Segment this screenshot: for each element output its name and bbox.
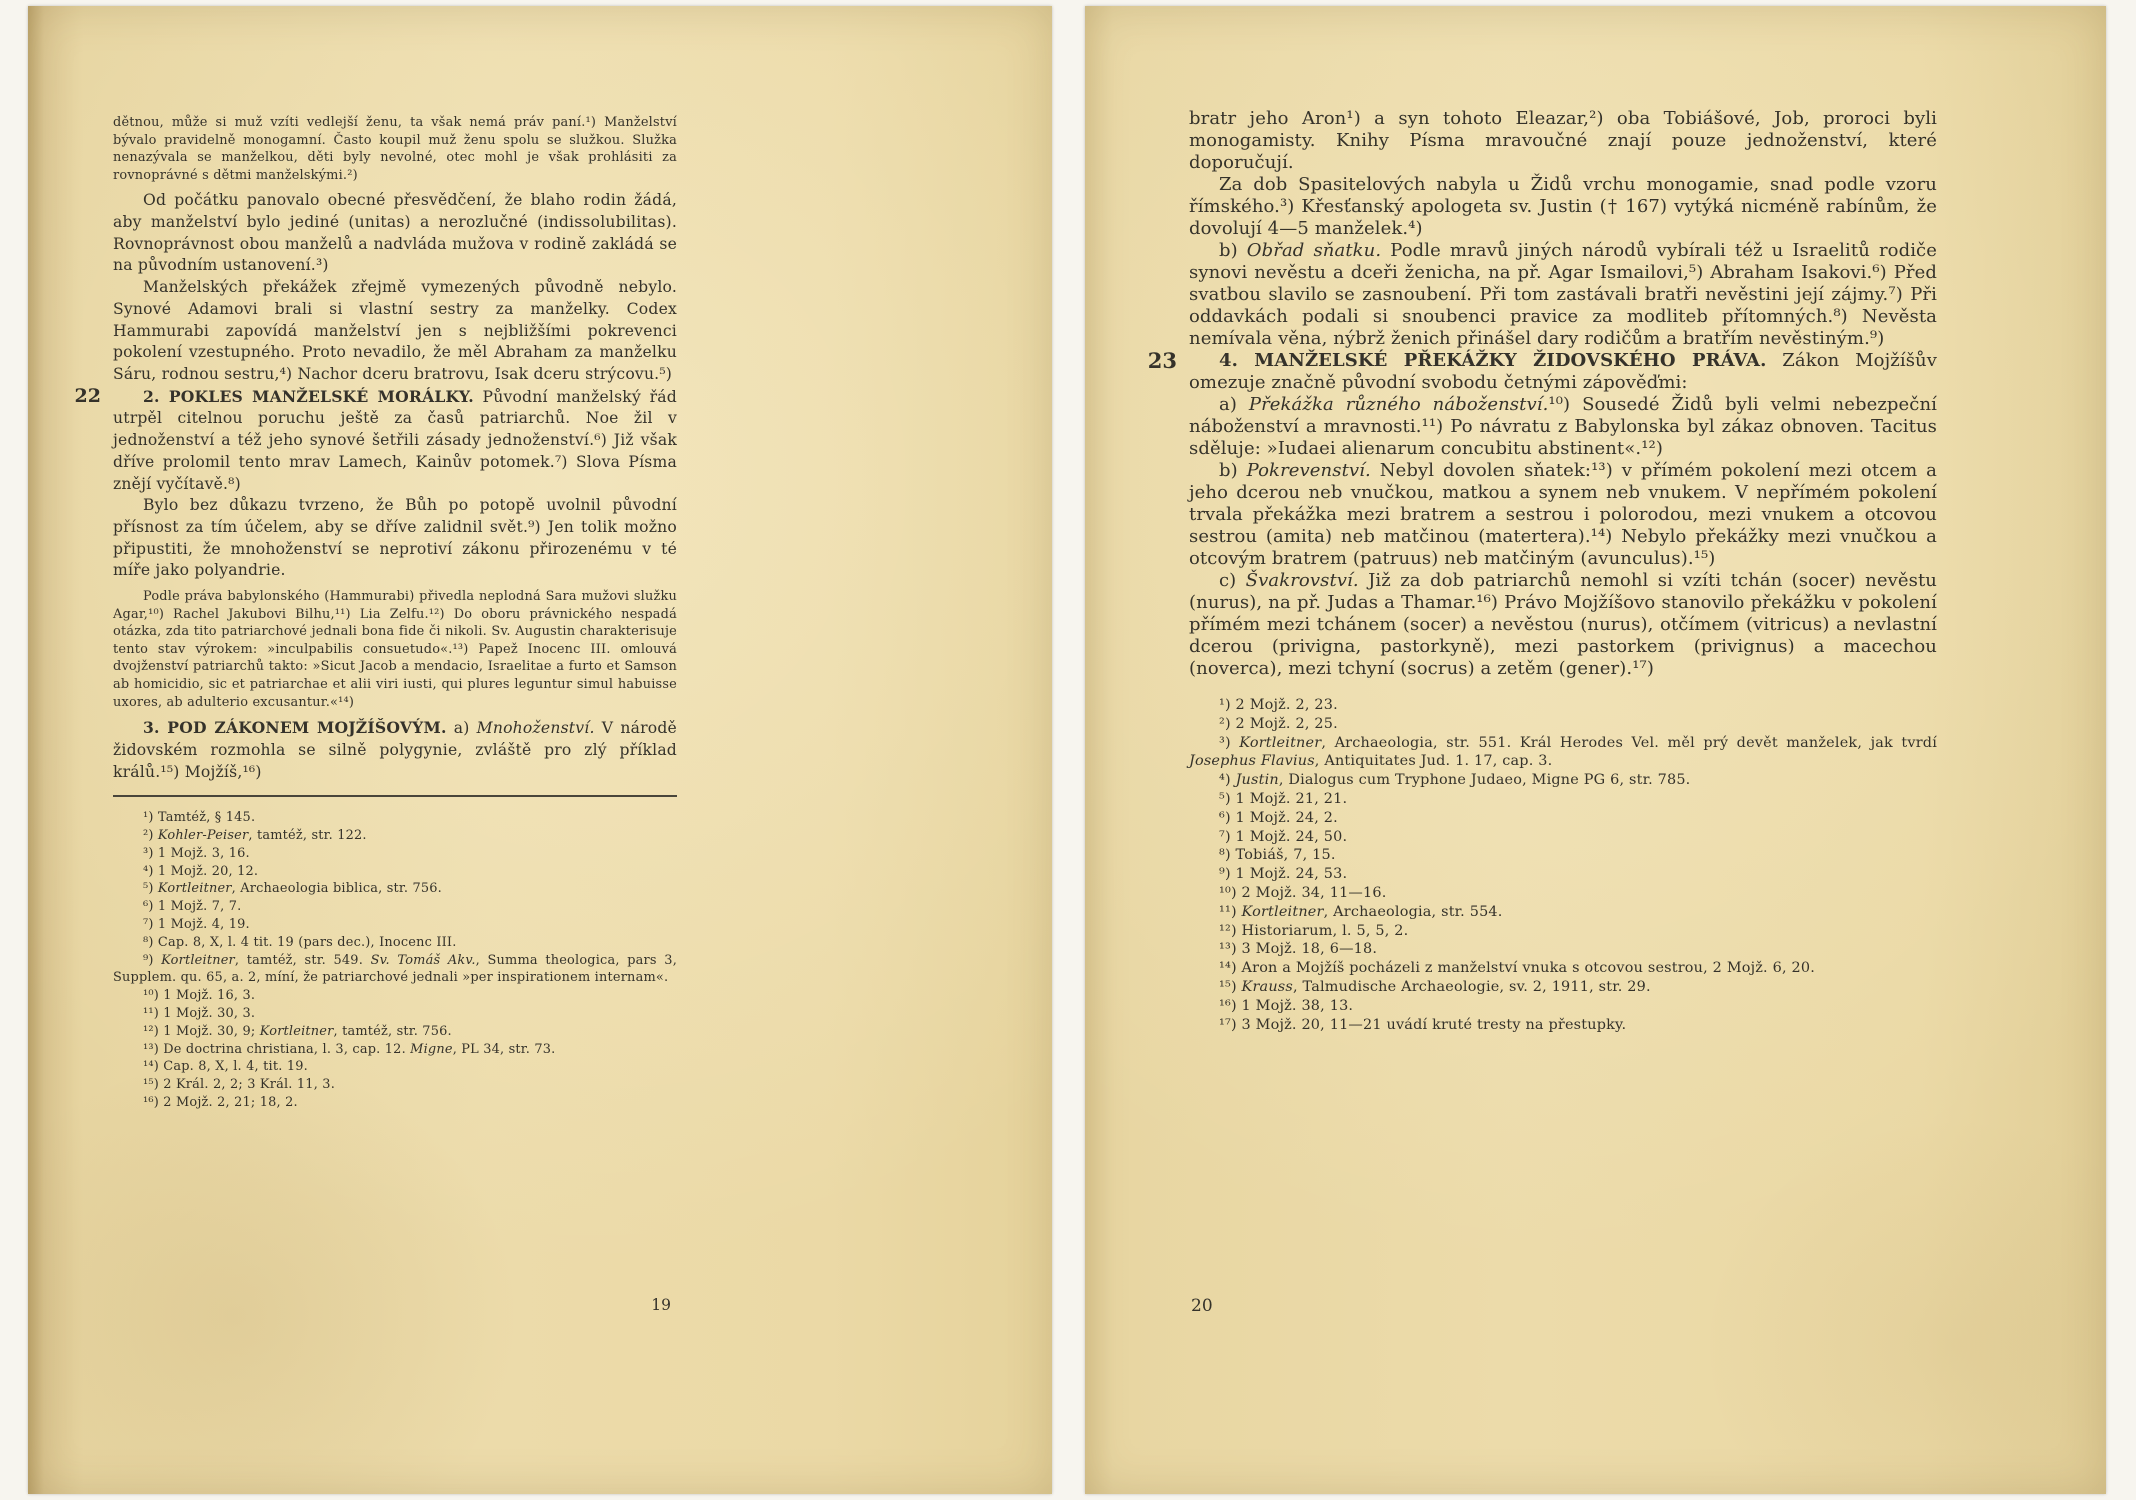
section-margin-number: 23 — [1147, 348, 1177, 373]
text-run: ¹⁰) 2 Mojž. 34, 11—16. — [1219, 884, 1387, 901]
text-run: ¹⁷) 3 Mojž. 20, 11—21 uvádí kruté tresty na přestupky. — [1219, 1016, 1627, 1033]
footnote — [1189, 828, 1937, 847]
footnote — [113, 952, 677, 988]
text-run: ⁶) 1 Mojž. 24, 2. — [1219, 809, 1338, 826]
footnote — [113, 898, 677, 916]
paragraph — [74, 384, 677, 496]
paragraph — [113, 114, 677, 184]
text-run: ⁴) — [1219, 772, 1236, 789]
text-run: Zákon Mojžíšův omezuje značně původní svobodu četnými zápověďmi: — [1189, 350, 1937, 393]
text-run: Kortleitner — [259, 1023, 334, 1039]
text-run: c) — [1219, 570, 1246, 591]
footnote — [113, 916, 677, 934]
text-run: ⁹) — [143, 952, 162, 968]
text-run: , tamtéž, str. 549. — [234, 952, 371, 968]
page-20 — [1085, 6, 2106, 1494]
footnote — [1189, 922, 1937, 941]
footnote — [1189, 790, 1937, 809]
text-run: ¹⁵) 2 Král. 2, 2; 3 Král. 11, 3. — [143, 1077, 335, 1093]
text-run: Mnohoženství. — [476, 719, 595, 738]
text-run: Justin — [1235, 772, 1279, 789]
text-run: Kortleitner — [157, 881, 232, 897]
footnote — [113, 863, 677, 881]
paragraph — [113, 717, 677, 783]
text-run: 4. MANŽELSKÉ PŘEKÁŽKY ŽIDOVSKÉHO PRÁVA. — [1219, 350, 1767, 371]
text-run: , Talmudische Archaeologie, sv. 2, 1911, str. 29. — [1292, 978, 1651, 995]
footnote — [113, 1041, 677, 1059]
text-run: , Archaeologia, str. 554. — [1323, 903, 1503, 920]
text-run: Kortleitner — [1239, 734, 1322, 751]
text-run: , Archaeologia biblica, str. 756. — [231, 881, 442, 897]
text-run: Původní manželský řád utrpěl citelnou poruchu ještě za časů patriarchů. Noe žil v jednoženství a též jeho synové šetřili zásady jednoženství.⁶) Již však dříve prolomil tento mrav Lamech, Kainův potomek.⁷) Slova Písma znějí vyčítavě.⁸) — [113, 387, 677, 493]
section-margin-number: 22 — [74, 384, 101, 407]
text-run: ⁷) 1 Mojž. 4, 19. — [143, 917, 250, 933]
text-run: , Antiquitates Jud. 1. 17, cap. 3. — [1314, 753, 1553, 770]
text-run: ⁴) 1 Mojž. 20, 12. — [143, 863, 259, 879]
text-run: ¹⁶) 1 Mojž. 38, 13. — [1219, 997, 1354, 1014]
text-run: 2. POKLES MANŽELSKÉ MORÁLKY. — [143, 386, 474, 406]
footnote — [1189, 771, 1937, 790]
text-run: 3. POD ZÁKONEM MOJŽÍŠOVÝM. — [143, 718, 447, 738]
text-run: Manželských překážek zřejmě vymezených původně nebylo. Synové Adamovi brali si vlastní sestry za manželky. Codex Hammurabi zapovídá manželství jen s nejbližšími pokrevenci pokolení vzestupného. Proto nevadilo, že měl Abraham za manželku Sáru, rodnou sestru,⁴) Nachor dceru bratrovu, Isak dceru strýcovu.⁵) — [113, 278, 677, 383]
text-run: ¹¹) — [1219, 903, 1242, 920]
text-run: Švakrovství. — [1245, 570, 1359, 591]
page-number: 20 — [1191, 1296, 1213, 1316]
paragraph — [1147, 348, 1937, 394]
text-run: a) — [446, 719, 477, 738]
page-20-body — [1147, 108, 1938, 680]
text-run: ³) — [1219, 734, 1240, 751]
text-run: , Archaeologia, str. 551. Král Herodes Vel. měl prý devět manželek, jak tvrdí — [1321, 734, 1938, 751]
text-run: ¹¹) 1 Mojž. 30, 3. — [143, 1006, 256, 1022]
text-run: Obřad sňatku. — [1246, 240, 1382, 261]
paragraph — [113, 277, 677, 386]
text-run: ⁸) Cap. 8, X, l. 4 tit. 19 (pars dec.), Inocenc III. — [143, 934, 457, 950]
footnote — [1189, 846, 1937, 865]
text-run: bratr jeho Aron¹) a syn tohoto Eleazar,²) oba Tobiášové, Job, proroci byli monogamisty. Knihy Písma mravoučné znají pouze jednoženství, které doporučují. — [1189, 108, 1937, 173]
text-run: Od počátku panovalo obecné přesvědčení, že blaho rodin žádá, aby manželství bylo jediné (unitas) a nerozlučné (indissolubilitas). Rovnoprávnost obou manželů a nadvláda mužova v rodině zakládá se na původním ustanovení.³) — [113, 191, 677, 275]
footnote — [1189, 696, 1937, 715]
page-19-footnotes — [113, 809, 677, 1112]
text-run: Již za dob patriarchů nemohl si vzíti tchán (socer) nevěstu (nurus), na př. Judas a Thamar.¹⁶) Právo Mojžíšovo stanovilo překážku v pokolení přímém mezi tchánem (socer) a nevěstou (nurus), otčímem (vitricus) a nevlastní dcerou (privigna, pastorkyně), mezi pastorkem (privignus) a macechou (noverca), mezi tchyní (socrus) a zetěm (gener).¹⁷) — [1189, 570, 1937, 679]
text-run: Podle mravů jiných národů vybírali též u Israelitů rodiče synovi nevěstu a dceři ženicha, na př. Agar Ismailovi,⁵) Abraham Isakovi.⁶) Před svatbou slavilo se zasnoubení. Při tom zastávali bratři nevěstini její zájmy.⁷) Při oddavkách podali si snoubenci pravice za modliteb přítomných.⁸) Nevěsta nemívala věna, nýbrž ženich přinášel dary rodičům a bratřím nevěstiným.⁹) — [1189, 240, 1937, 349]
text-run: dětnou, může si muž vzíti vedlejší ženu, ta však nemá práv paní.¹) Manželství bývalo pravidelně monogamní. Často koupil muž ženu spolu se služkou. Služka nenazývala se manželkou, děti byly nevolné, otec mohl je však prohlásiti za rovnoprávné s dětmi manželskými.²) — [113, 115, 677, 183]
footnote — [113, 1094, 677, 1112]
text-run: ²) 2 Mojž. 2, 25. — [1219, 715, 1338, 732]
text-run: ¹⁵) — [1219, 978, 1242, 995]
footnote — [1189, 809, 1937, 828]
paragraph — [1189, 108, 1937, 174]
footnote — [113, 827, 677, 845]
text-run: Josephus Flavius — [1189, 753, 1315, 770]
text-run: ¹) Tamtéž, § 145. — [143, 810, 256, 826]
footnote — [1189, 715, 1937, 734]
footnote — [1189, 959, 1937, 978]
footnote — [113, 845, 677, 863]
footnote — [1189, 884, 1937, 903]
footnote — [113, 1076, 677, 1094]
text-run: Podle práva babylonského (Hammurabi) přivedla neplodná Sara mužovi služku Agar,¹⁰) Rachel Jakubovi Bilhu,¹¹) Lia Zelfu.¹²) Do oboru právnického nespadá otázka, zda tito patriarchové jednali bona fide či nikoli. Sv. Augustin charakterisuje tento stav výrokem: »inculpabilis consuetudo«.¹³) Papež Inocenc III. omlouvá dvojženství patriarchů takto: »Sicut Jacob a mendacio, Israelitae a furto et Samson ab homicidio, sic et patriarchae et alii viri iusti, qui plures leguntur simul habuisse uxores, ab adulterio excusantur.«¹⁴) — [113, 589, 677, 710]
text-run: ⁸) Tobiáš, 7, 15. — [1219, 847, 1336, 864]
text-run: ¹³) De doctrina christiana, l. 3, cap. 12. — [143, 1041, 411, 1057]
text-run: ¹⁶) 2 Mojž. 2, 21; 18, 2. — [143, 1095, 298, 1111]
paragraph — [113, 190, 677, 277]
text-run: ⁵) 1 Mojž. 21, 21. — [1219, 790, 1348, 807]
text-run: , Dialogus cum Tryphone Judaeo, Migne PG 6, str. 785. — [1278, 772, 1691, 789]
footnote — [113, 987, 677, 1005]
text-run: a) — [1219, 394, 1249, 415]
paragraph — [1189, 460, 1937, 570]
footnote — [113, 1005, 677, 1023]
paragraph — [1189, 240, 1937, 350]
text-run: Překážka různého náboženství. — [1248, 394, 1549, 415]
text-run: , tamtéž, str. 756. — [333, 1023, 452, 1039]
text-run: , PL 34, str. 73. — [452, 1041, 556, 1057]
page-20-footnotes — [1189, 696, 1937, 1034]
paragraph — [1189, 394, 1937, 460]
text-run: V národě židovském rozmohla se silně polygynie, zvláště pro zlý příklad králů.¹⁵) Mojžíš,¹⁶) — [113, 719, 677, 781]
text-run: ⁹) 1 Mojž. 24, 53. — [1219, 866, 1348, 883]
text-run: ¹⁴) Cap. 8, X, l. 4, tit. 19. — [143, 1059, 308, 1075]
text-run: Za dob Spasitelových nabyla u Židů vrchu monogamie, snad podle vzoru římského.³) Křesťanský apologeta sv. Justin († 167) vytýká nicméně rabínům, že dovolují 4—5 manželek.⁴) — [1189, 174, 1937, 239]
text-run: Kortleitner — [161, 952, 235, 968]
text-run: Kohler-Peiser — [157, 828, 249, 844]
text-run: ¹⁰) 1 Mojž. 16, 3. — [143, 988, 256, 1004]
text-run: Sv. Tomáš Akv. — [370, 952, 476, 968]
text-run: ¹⁴) Aron a Mojžíš pocházeli z manželství vnuka s otcovou sestrou, 2 Mojž. 6, 20. — [1219, 960, 1815, 977]
paragraph — [113, 588, 677, 711]
footnote-separator-rule — [113, 795, 677, 797]
text-run: ¹²) 1 Mojž. 30, 9; — [143, 1023, 260, 1039]
text-run: ¹³) 3 Mojž. 18, 6—18. — [1219, 941, 1378, 958]
text-run: Bylo bez důkazu tvrzeno, že Bůh po potopě uvolnil původní přísnost za tím účelem, aby se dříve zalidnil svět.⁹) Jen tolik možno připustiti, že mnohoženství se neprotiví zákonu přirozenému v té míře jako polyandrie. — [113, 496, 677, 580]
text-run: Nebyl dovolen sňatek:¹³) v přímém pokolení mezi otcem a jeho dcerou neb vnučkou, matkou a synem neb vnukem. V nepřímém pokolení trvala překážka mezi bratrem a sestrou i polorodou, mezi vnukem a otcovou sestrou (amita) neb matčinou (matertera).¹⁴) Nebylo překážky mezi vnučkou a otcovým bratrem (patruus) neb matčiným (avunculus).¹⁵) — [1189, 460, 1937, 569]
page-number: 19 — [651, 1296, 671, 1314]
text-run: ⁶) 1 Mojž. 7, 7. — [143, 899, 242, 915]
text-run: ¹) 2 Mojž. 2, 23. — [1219, 697, 1338, 713]
text-run: , Summa theologica, pars 3, Supplem. qu. 65, a. 2, míní, že patriarchové jednali »per inspirationem internam«. — [113, 952, 677, 986]
footnote — [1189, 997, 1937, 1016]
footnote — [113, 809, 677, 827]
text-run: b) — [1219, 460, 1247, 481]
text-run: Krauss — [1241, 978, 1293, 995]
footnote — [1189, 1016, 1937, 1035]
footnote — [1189, 734, 1937, 772]
footnote — [113, 1023, 677, 1041]
footnote — [1189, 940, 1937, 959]
footnote — [113, 1058, 677, 1076]
text-run: Kortleitner — [1241, 903, 1324, 920]
page-20-text-column — [1147, 108, 1938, 1316]
text-run: ¹⁰) Sousedé Židů byli velmi nebezpeční náboženství a mravnosti.¹¹) Po návratu z Babylonska byl zákaz obnoven. Tacitus sděluje: »Iudaei alienarum concubitu abstinent«.¹²) — [1189, 394, 1938, 459]
footnote — [113, 880, 677, 898]
text-run: Pokrevenství. — [1246, 460, 1371, 481]
footnote — [113, 934, 677, 952]
page-19-body — [74, 114, 677, 783]
footnote — [1189, 903, 1937, 922]
footnote — [1189, 865, 1937, 884]
text-run: Migne — [410, 1041, 453, 1057]
page-19-text-column — [74, 108, 677, 1314]
text-run: b) — [1219, 240, 1247, 261]
paragraph — [113, 495, 677, 582]
paragraph — [1189, 174, 1937, 240]
text-run: ³) 1 Mojž. 3, 16. — [143, 845, 250, 861]
paragraph — [1189, 570, 1937, 680]
footnote — [1189, 978, 1937, 997]
page-19 — [28, 6, 1052, 1494]
text-run: ⁵) — [143, 881, 158, 897]
text-run: ¹²) Historiarum, l. 5, 5, 2. — [1219, 922, 1409, 939]
text-run: ⁷) 1 Mojž. 24, 50. — [1219, 828, 1348, 845]
text-run: , tamtéž, str. 122. — [248, 828, 367, 844]
text-run: ²) — [143, 828, 158, 844]
